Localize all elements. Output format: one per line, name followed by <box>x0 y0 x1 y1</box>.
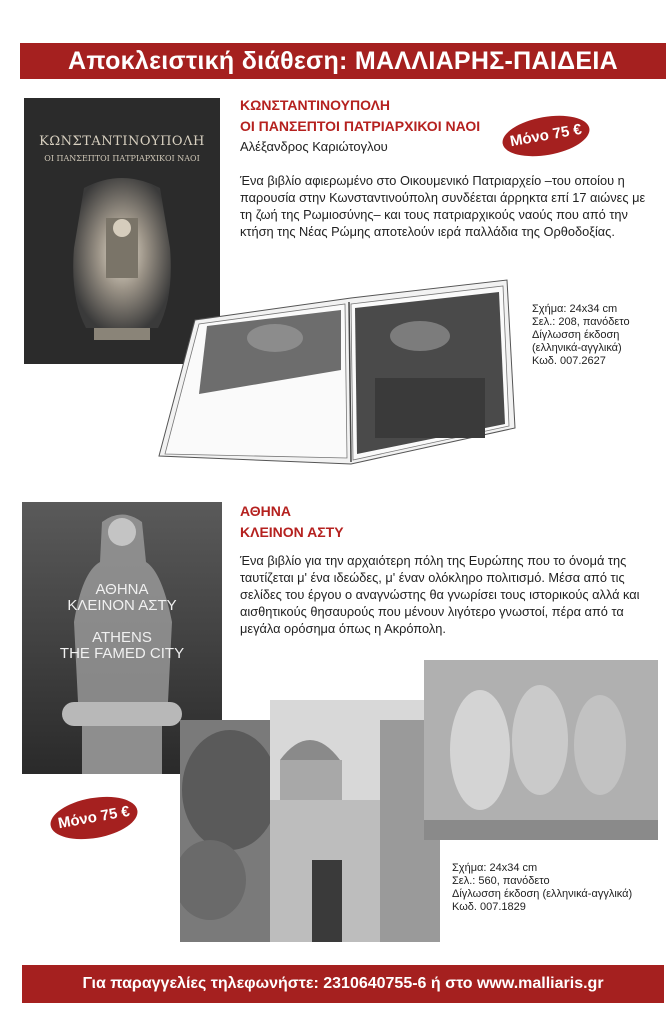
book1-spec-format: Σχήμα: 24x34 cm <box>532 303 618 315</box>
book2-spec-edition: Δίγλωσση έκδοση (ελληνικά-αγγλικά) <box>452 888 633 900</box>
book1-author: Αλέξανδρος Καριώτογλου <box>240 139 388 154</box>
footer-order-banner: Για παραγγελίες τηλεφωνήστε: 2310640755-6 ή στο www.malliaris.gr <box>22 965 664 1003</box>
book1-spec-languages: (ελληνικά-αγγλικά) <box>532 342 622 354</box>
book1-spec-pages: Σελ.: 208, πανόδετο <box>532 316 630 328</box>
book2-price-badge: Μόνο 75 € <box>47 791 141 846</box>
book2-cover-line4: THE FAMED CITY <box>59 645 185 662</box>
book2-title-line1: ΑΘΗΝΑ <box>240 503 291 519</box>
book1-description: Ένα βιβλίο αφιερωμένο στο Οικουμενικό Πατριαρχείο –του οποίου η παρουσία στην Κωνσταντινούπολη συνδέεται άρρηκτα επί 17 αιώνες με τη ζωή της Ρωμιοσύνης– και τους πατριαρχικούς ναούς που από την κτήση της Νέας Ρώμης αποτελούν ιερά παλλάδια της Ορθοδοξίας. <box>240 173 646 239</box>
book2-cover-line3: ATHENS <box>92 629 152 646</box>
book1-spec-edition: Δίγλωσση έκδοση <box>532 329 620 341</box>
book1-open-book-image <box>155 278 517 468</box>
book1-cover-title: ΚΩΝΣΤΑΝΤΙΝΟΥΠΟΛΗ <box>39 134 205 149</box>
header-banner: Αποκλειστική διάθεση: ΜΑΛΛΙΑΡΗΣ-ΠΑΙΔΕΙΑ <box>20 43 666 79</box>
book2-cover-line2: ΚΛΕΙΝΟΝ ΑΣΤΥ <box>67 597 177 614</box>
book1-title-line2: ΟΙ ΠΑΝΣΕΠΤΟΙ ΠΑΤΡΙΑΡΧΙΚΟΙ ΝΑΟΙ <box>240 118 481 134</box>
book2-description: Ένα βιβλίο για την αρχαιότερη πόλη της Ευρώπης που το όνομά της ταυτίζεται μ' ένα ιδεώδες, μ' έναν ολόκληρο πολιτισμό. Μέσα από τις σελίδες του έργου ο αναγνώστης θα γνωρίσει τους ιστορικούς αλλά και αισθητικούς θησαυρούς που μένουν λιγότερο γνωστοί, πέρα από τα μεγάλα ορόσημα όπως η Ακρόπολη. <box>240 553 640 636</box>
book2-spec-code: Κωδ. 007.1829 <box>452 901 526 913</box>
book2-title-line2: ΚΛΕΙΝΟΝ ΑΣΤΥ <box>240 524 344 540</box>
book2-spec-format: Σχήμα: 24x34 cm <box>452 862 538 874</box>
book2-cover-line1: ΑΘΗΝΑ <box>95 581 149 598</box>
book2-spec-pages: Σελ.: 560, πανόδετο <box>452 875 550 887</box>
book1-specs <box>532 303 630 368</box>
book1-price-badge: Μόνο 75 € <box>499 110 592 163</box>
book1-cover-subtitle: ΟΙ ΠΑΝΣΕΠΤΟΙ ΠΑΤΡΙΑΡΧΙΚΟΙ ΝΑΟΙ <box>44 154 200 163</box>
book2-specs <box>452 862 632 914</box>
book1-spec-code: Κωδ. 007.2627 <box>532 355 606 367</box>
book1-title-line1: ΚΩΝΣΤΑΝΤΙΝΟΥΠΟΛΗ <box>240 97 391 113</box>
